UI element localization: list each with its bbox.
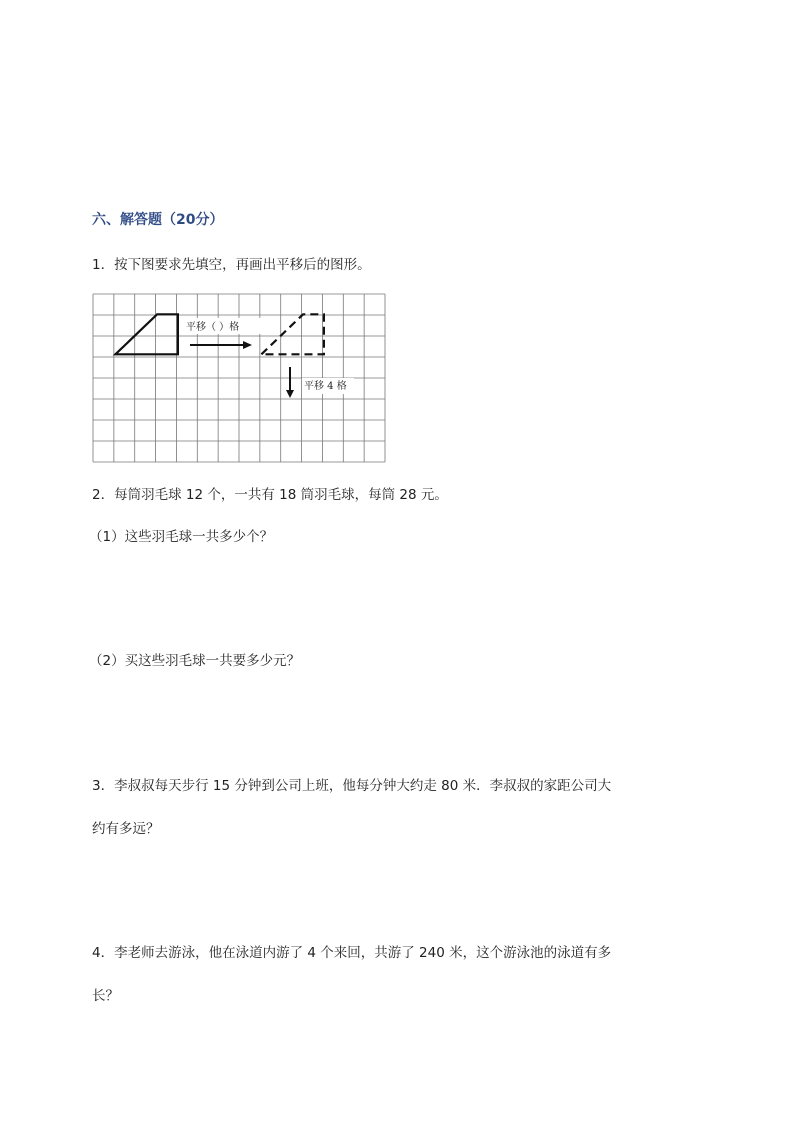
question-2-text: 2．每筒羽毛球 12 个，一共有 18 筒羽毛球，每筒 28 元。 [92,487,448,503]
section-title: 六、解答题（20分） [92,212,224,228]
translate-right-label: 平移（ ）格 [186,322,240,333]
question-2-sub-1: （1）这些羽毛球一共多少个？ [89,529,274,545]
translated-trapezoid-dashed [261,314,324,354]
translation-grid-figure [92,293,386,463]
question-4-line-2: 长？ [92,988,119,1004]
question-1-text: 1．按下图要求先填空，再画出平移后的图形。 [92,257,371,273]
question-3-line-1: 3．李叔叔每天步行 15 分钟到公司上班，他每分钟大约走 80 米．李叔叔的家距公司大 [92,778,612,794]
original-trapezoid [115,314,177,354]
question-4-line-1: 4．李老师去游泳，他在泳道内游了 4 个来回，共游了 240 米，这个游泳池的泳道有多 [92,945,612,961]
right-arrow-head [243,341,252,349]
question-2-sub-2: （2）买这些羽毛球一共要多少元？ [89,653,301,669]
question-3-line-2: 约有多远？ [92,821,160,837]
translate-down-label: 平移 4 格 [304,381,347,392]
down-arrow-head [286,390,294,398]
